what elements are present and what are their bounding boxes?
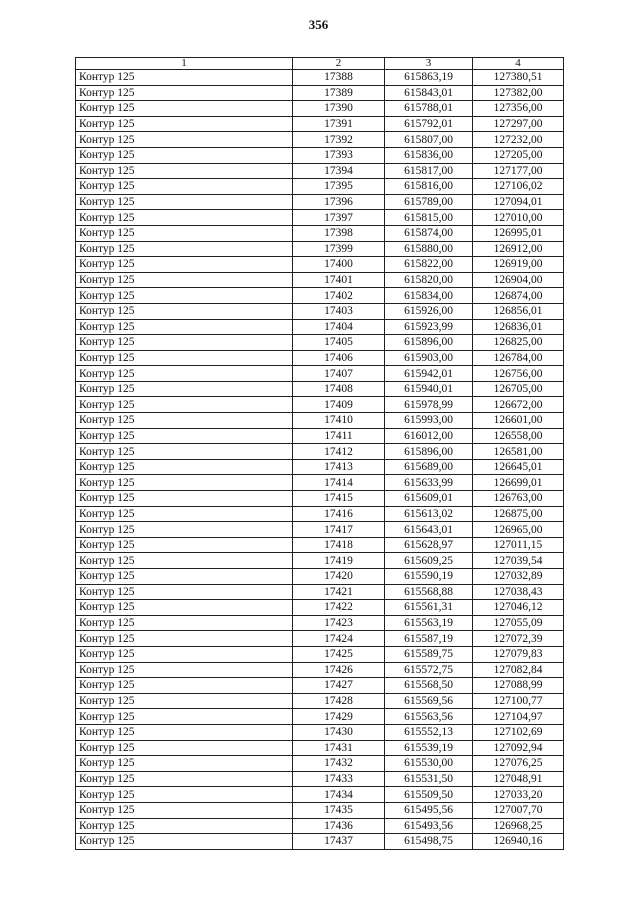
y-coordinate-cell: 127010,00 [473, 210, 564, 226]
table-row [76, 662, 564, 678]
x-coordinate-cell: 615874,00 [385, 225, 473, 241]
y-coordinate-cell: 126856,01 [473, 303, 564, 319]
column-header-4: 4 [473, 58, 564, 70]
point-number-cell: 17434 [293, 787, 385, 803]
y-coordinate-cell: 126968,25 [473, 818, 564, 834]
table-row [76, 506, 564, 522]
point-number-cell: 17427 [293, 678, 385, 694]
y-coordinate-cell: 126756,00 [473, 366, 564, 382]
contour-name-cell: Контур 125 [76, 147, 293, 163]
contour-name-cell: Контур 125 [76, 662, 293, 678]
x-coordinate-cell: 615495,56 [385, 802, 473, 818]
table-row [76, 85, 564, 101]
x-coordinate-cell: 615926,00 [385, 303, 473, 319]
y-coordinate-cell: 127032,89 [473, 569, 564, 585]
table-row [76, 428, 564, 444]
y-coordinate-cell: 126581,00 [473, 444, 564, 460]
contour-name-cell: Контур 125 [76, 210, 293, 226]
point-number-cell: 17424 [293, 631, 385, 647]
contour-name-cell: Контур 125 [76, 116, 293, 132]
point-number-cell: 17425 [293, 646, 385, 662]
table-row [76, 693, 564, 709]
table-row [76, 225, 564, 241]
table-row [76, 272, 564, 288]
table-row [76, 163, 564, 179]
y-coordinate-cell: 126836,01 [473, 319, 564, 335]
column-header-1: 1 [76, 58, 293, 70]
contour-name-cell: Контур 125 [76, 506, 293, 522]
contour-name-cell: Контур 125 [76, 85, 293, 101]
point-number-cell: 17403 [293, 303, 385, 319]
table-body [76, 70, 564, 850]
x-coordinate-cell: 615789,00 [385, 194, 473, 210]
x-coordinate-cell: 615863,19 [385, 70, 473, 86]
contour-name-cell: Контур 125 [76, 600, 293, 616]
x-coordinate-cell: 615531,50 [385, 771, 473, 787]
x-coordinate-cell: 615792,01 [385, 116, 473, 132]
x-coordinate-cell: 615820,00 [385, 272, 473, 288]
y-coordinate-cell: 127205,00 [473, 147, 564, 163]
table-row [76, 771, 564, 787]
table-row [76, 584, 564, 600]
x-coordinate-cell: 615628,97 [385, 537, 473, 553]
x-coordinate-cell: 615816,00 [385, 179, 473, 195]
y-coordinate-cell: 127011,15 [473, 537, 564, 553]
contour-name-cell: Контур 125 [76, 241, 293, 257]
y-coordinate-cell: 127356,00 [473, 101, 564, 117]
contour-name-cell: Контур 125 [76, 319, 293, 335]
y-coordinate-cell: 126904,00 [473, 272, 564, 288]
point-number-cell: 17399 [293, 241, 385, 257]
table-row [76, 303, 564, 319]
contour-name-cell: Контур 125 [76, 475, 293, 491]
contour-name-cell: Контур 125 [76, 70, 293, 86]
table-row [76, 646, 564, 662]
contour-name-cell: Контур 125 [76, 787, 293, 803]
point-number-cell: 17410 [293, 413, 385, 429]
y-coordinate-cell: 127100,77 [473, 693, 564, 709]
table-row [76, 615, 564, 631]
contour-name-cell: Контур 125 [76, 335, 293, 351]
x-coordinate-cell: 615923,99 [385, 319, 473, 335]
contour-name-cell: Контур 125 [76, 397, 293, 413]
table-row [76, 491, 564, 507]
x-coordinate-cell: 615568,88 [385, 584, 473, 600]
y-coordinate-cell: 127380,51 [473, 70, 564, 86]
table-row [76, 834, 564, 850]
point-number-cell: 17392 [293, 132, 385, 148]
point-number-cell: 17420 [293, 569, 385, 585]
point-number-cell: 17431 [293, 740, 385, 756]
x-coordinate-cell: 615896,00 [385, 335, 473, 351]
point-number-cell: 17433 [293, 771, 385, 787]
contour-name-cell: Контур 125 [76, 522, 293, 538]
x-coordinate-cell: 615493,56 [385, 818, 473, 834]
table-row [76, 101, 564, 117]
x-coordinate-cell: 615940,01 [385, 381, 473, 397]
y-coordinate-cell: 126874,00 [473, 288, 564, 304]
x-coordinate-cell: 615609,01 [385, 491, 473, 507]
point-number-cell: 17405 [293, 335, 385, 351]
point-number-cell: 17407 [293, 366, 385, 382]
y-coordinate-cell: 126965,00 [473, 522, 564, 538]
table-row [76, 475, 564, 491]
point-number-cell: 17408 [293, 381, 385, 397]
table-header-row [76, 58, 564, 70]
y-coordinate-cell: 127033,20 [473, 787, 564, 803]
table-row [76, 740, 564, 756]
contour-name-cell: Контур 125 [76, 366, 293, 382]
contour-name-cell: Контур 125 [76, 631, 293, 647]
column-header-3: 3 [385, 58, 473, 70]
x-coordinate-cell: 616012,00 [385, 428, 473, 444]
table-row [76, 132, 564, 148]
y-coordinate-cell: 126705,00 [473, 381, 564, 397]
point-number-cell: 17415 [293, 491, 385, 507]
table-row [76, 537, 564, 553]
contour-name-cell: Контур 125 [76, 194, 293, 210]
x-coordinate-cell: 615552,13 [385, 724, 473, 740]
x-coordinate-cell: 615834,00 [385, 288, 473, 304]
y-coordinate-cell: 127048,91 [473, 771, 564, 787]
table-row [76, 381, 564, 397]
point-number-cell: 17419 [293, 553, 385, 569]
y-coordinate-cell: 127088,99 [473, 678, 564, 694]
contour-name-cell: Контур 125 [76, 163, 293, 179]
y-coordinate-cell: 127046,12 [473, 600, 564, 616]
table-row [76, 678, 564, 694]
table-row [76, 802, 564, 818]
contour-name-cell: Контур 125 [76, 693, 293, 709]
point-number-cell: 17413 [293, 459, 385, 475]
y-coordinate-cell: 127072,39 [473, 631, 564, 647]
x-coordinate-cell: 615613,02 [385, 506, 473, 522]
x-coordinate-cell: 615822,00 [385, 257, 473, 273]
y-coordinate-cell: 127038,43 [473, 584, 564, 600]
table-row [76, 600, 564, 616]
x-coordinate-cell: 615880,00 [385, 241, 473, 257]
contour-name-cell: Контур 125 [76, 491, 293, 507]
x-coordinate-cell: 615896,00 [385, 444, 473, 460]
y-coordinate-cell: 126645,01 [473, 459, 564, 475]
table-row [76, 787, 564, 803]
x-coordinate-cell: 615561,31 [385, 600, 473, 616]
point-number-cell: 17404 [293, 319, 385, 335]
y-coordinate-cell: 127039,54 [473, 553, 564, 569]
x-coordinate-cell: 615843,01 [385, 85, 473, 101]
contour-name-cell: Контур 125 [76, 724, 293, 740]
point-number-cell: 17401 [293, 272, 385, 288]
y-coordinate-cell: 127102,69 [473, 724, 564, 740]
y-coordinate-cell: 126601,00 [473, 413, 564, 429]
point-number-cell: 17436 [293, 818, 385, 834]
contour-name-cell: Контур 125 [76, 537, 293, 553]
x-coordinate-cell: 615788,01 [385, 101, 473, 117]
table-row [76, 257, 564, 273]
y-coordinate-cell: 127082,84 [473, 662, 564, 678]
point-number-cell: 17397 [293, 210, 385, 226]
x-coordinate-cell: 615539,19 [385, 740, 473, 756]
point-number-cell: 17391 [293, 116, 385, 132]
contour-name-cell: Контур 125 [76, 834, 293, 850]
contour-name-cell: Контур 125 [76, 802, 293, 818]
x-coordinate-cell: 615590,19 [385, 569, 473, 585]
x-coordinate-cell: 615563,19 [385, 615, 473, 631]
table-row [76, 818, 564, 834]
contour-name-cell: Контур 125 [76, 615, 293, 631]
table-row [76, 413, 564, 429]
contour-name-cell: Контур 125 [76, 459, 293, 475]
point-number-cell: 17435 [293, 802, 385, 818]
contour-name-cell: Контур 125 [76, 740, 293, 756]
y-coordinate-cell: 127007,70 [473, 802, 564, 818]
y-coordinate-cell: 126919,00 [473, 257, 564, 273]
x-coordinate-cell: 615530,00 [385, 756, 473, 772]
x-coordinate-cell: 615563,56 [385, 709, 473, 725]
x-coordinate-cell: 615942,01 [385, 366, 473, 382]
table-row [76, 724, 564, 740]
x-coordinate-cell: 615993,00 [385, 413, 473, 429]
x-coordinate-cell: 615978,99 [385, 397, 473, 413]
contour-name-cell: Контур 125 [76, 413, 293, 429]
point-number-cell: 17409 [293, 397, 385, 413]
contour-name-cell: Контур 125 [76, 350, 293, 366]
point-number-cell: 17388 [293, 70, 385, 86]
table-row [76, 397, 564, 413]
y-coordinate-cell: 127382,00 [473, 85, 564, 101]
x-coordinate-cell: 615807,00 [385, 132, 473, 148]
contour-name-cell: Контур 125 [76, 179, 293, 195]
point-number-cell: 17428 [293, 693, 385, 709]
contour-name-cell: Контур 125 [76, 381, 293, 397]
y-coordinate-cell: 127104,97 [473, 709, 564, 725]
table-row [76, 569, 564, 585]
contour-name-cell: Контур 125 [76, 756, 293, 772]
y-coordinate-cell: 127232,00 [473, 132, 564, 148]
table-row [76, 631, 564, 647]
y-coordinate-cell: 126558,00 [473, 428, 564, 444]
x-coordinate-cell: 615572,75 [385, 662, 473, 678]
x-coordinate-cell: 615498,75 [385, 834, 473, 850]
y-coordinate-cell: 127076,25 [473, 756, 564, 772]
point-number-cell: 17417 [293, 522, 385, 538]
x-coordinate-cell: 615589,75 [385, 646, 473, 662]
y-coordinate-cell: 127079,83 [473, 646, 564, 662]
y-coordinate-cell: 126875,00 [473, 506, 564, 522]
contour-name-cell: Контур 125 [76, 584, 293, 600]
point-number-cell: 17432 [293, 756, 385, 772]
y-coordinate-cell: 127094,01 [473, 194, 564, 210]
point-number-cell: 17411 [293, 428, 385, 444]
point-number-cell: 17412 [293, 444, 385, 460]
contour-name-cell: Контур 125 [76, 272, 293, 288]
contour-name-cell: Контур 125 [76, 257, 293, 273]
table-row [76, 366, 564, 382]
contour-name-cell: Контур 125 [76, 678, 293, 694]
x-coordinate-cell: 615587,19 [385, 631, 473, 647]
point-number-cell: 17426 [293, 662, 385, 678]
point-number-cell: 17396 [293, 194, 385, 210]
y-coordinate-cell: 126912,00 [473, 241, 564, 257]
table-row [76, 210, 564, 226]
x-coordinate-cell: 615643,01 [385, 522, 473, 538]
point-number-cell: 17406 [293, 350, 385, 366]
point-number-cell: 17418 [293, 537, 385, 553]
point-number-cell: 17429 [293, 709, 385, 725]
table-row [76, 194, 564, 210]
point-number-cell: 17394 [293, 163, 385, 179]
point-number-cell: 17393 [293, 147, 385, 163]
contour-name-cell: Контур 125 [76, 771, 293, 787]
table-row [76, 553, 564, 569]
point-number-cell: 17421 [293, 584, 385, 600]
point-number-cell: 17430 [293, 724, 385, 740]
contour-name-cell: Контур 125 [76, 101, 293, 117]
x-coordinate-cell: 615569,56 [385, 693, 473, 709]
contour-name-cell: Контур 125 [76, 428, 293, 444]
contour-name-cell: Контур 125 [76, 646, 293, 662]
table-row [76, 70, 564, 86]
y-coordinate-cell: 127297,00 [473, 116, 564, 132]
table-row [76, 147, 564, 163]
table-row [76, 444, 564, 460]
table-row [76, 116, 564, 132]
x-coordinate-cell: 615817,00 [385, 163, 473, 179]
y-coordinate-cell: 126825,00 [473, 335, 564, 351]
x-coordinate-cell: 615609,25 [385, 553, 473, 569]
x-coordinate-cell: 615689,00 [385, 459, 473, 475]
contour-name-cell: Контур 125 [76, 553, 293, 569]
point-number-cell: 17389 [293, 85, 385, 101]
point-number-cell: 17402 [293, 288, 385, 304]
y-coordinate-cell: 127177,00 [473, 163, 564, 179]
table-row [76, 319, 564, 335]
y-coordinate-cell: 127106,02 [473, 179, 564, 195]
x-coordinate-cell: 615836,00 [385, 147, 473, 163]
coordinates-table [75, 57, 564, 850]
contour-name-cell: Контур 125 [76, 818, 293, 834]
x-coordinate-cell: 615903,00 [385, 350, 473, 366]
point-number-cell: 17416 [293, 506, 385, 522]
contour-name-cell: Контур 125 [76, 709, 293, 725]
point-number-cell: 17390 [293, 101, 385, 117]
point-number-cell: 17395 [293, 179, 385, 195]
x-coordinate-cell: 615568,50 [385, 678, 473, 694]
table-row [76, 459, 564, 475]
x-coordinate-cell: 615815,00 [385, 210, 473, 226]
y-coordinate-cell: 127092,94 [473, 740, 564, 756]
contour-name-cell: Контур 125 [76, 288, 293, 304]
contour-name-cell: Контур 125 [76, 444, 293, 460]
x-coordinate-cell: 615633,99 [385, 475, 473, 491]
page-number: 356 [308, 17, 329, 32]
contour-name-cell: Контур 125 [76, 132, 293, 148]
x-coordinate-cell: 615509,50 [385, 787, 473, 803]
contour-name-cell: Контур 125 [76, 225, 293, 241]
point-number-cell: 17414 [293, 475, 385, 491]
y-coordinate-cell: 127055,09 [473, 615, 564, 631]
contour-name-cell: Контур 125 [76, 569, 293, 585]
point-number-cell: 17437 [293, 834, 385, 850]
y-coordinate-cell: 126995,01 [473, 225, 564, 241]
table-row [76, 335, 564, 351]
table-row [76, 179, 564, 195]
y-coordinate-cell: 126672,00 [473, 397, 564, 413]
y-coordinate-cell: 126940,16 [473, 834, 564, 850]
table-row [76, 241, 564, 257]
table-row [76, 522, 564, 538]
y-coordinate-cell: 126763,00 [473, 491, 564, 507]
contour-name-cell: Контур 125 [76, 303, 293, 319]
table-row [76, 350, 564, 366]
column-header-2: 2 [293, 58, 385, 70]
point-number-cell: 17423 [293, 615, 385, 631]
y-coordinate-cell: 126699,01 [473, 475, 564, 491]
point-number-cell: 17400 [293, 257, 385, 273]
table-row [76, 756, 564, 772]
table-row [76, 288, 564, 304]
table-row [76, 709, 564, 725]
point-number-cell: 17422 [293, 600, 385, 616]
point-number-cell: 17398 [293, 225, 385, 241]
y-coordinate-cell: 126784,00 [473, 350, 564, 366]
